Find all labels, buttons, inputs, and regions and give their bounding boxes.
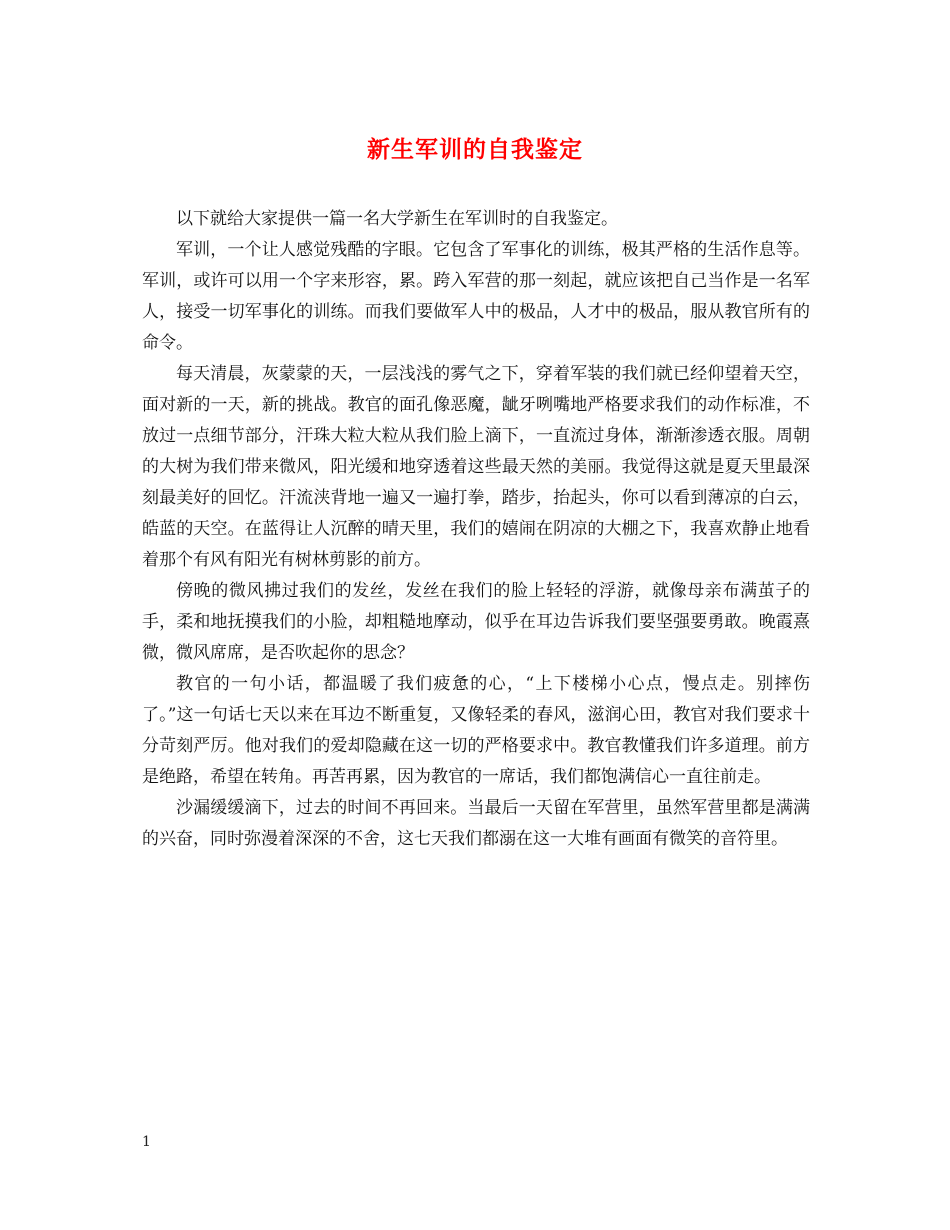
paragraph: 以下就给大家提供一篇一名大学新生在军训时的自我鉴定。	[176, 209, 618, 229]
paragraph: 傍晚的微风拂过我们的发丝，发丝在我们的脸上轻轻的浮游，就像母亲布满茧子的手，柔和地抚摸我们的小脸，却粗糙地摩动，似乎在耳边告诉我们要坚强要勇敢。晚霞熹微，微风席席，是否吹起你的思念？	[142, 581, 810, 663]
document-body	[142, 204, 810, 855]
paragraph: 沙漏缓缓滴下，过去的时间不再回来。当最后一天留在军营里，虽然军营里都是满满的兴奋，同时弥漫着深深的不舍，这七天我们都溺在这一大堆有画面有微笑的音符里。	[142, 798, 810, 849]
paragraph: 军训，一个让人感觉残酷的字眼。它包含了军事化的训练，极其严格的生活作息等。军训，或许可以用一个字来形容，累。跨入军营的那一刻起，就应该把自己当作是一名军人，接受一切军事化的训练。而我们要做军人中的极品，人才中的极品，服从教官所有的命令。	[142, 240, 810, 353]
paragraph: 教官的一句小话，都温暖了我们疲惫的心，“上下楼梯小心点，慢点走。别摔伤了。”这一句话七天以来在耳边不断重复，又像轻柔的春风，滋润心田，教官对我们要求十分苛刻严厉。他对我们的爱却隐藏在这一切的严格要求中。教官教懂我们许多道理。前方是绝路，希望在转角。再苦再累，因为教官的一席话，我们都饱满信心一直往前走。	[142, 674, 810, 787]
paragraph: 每天清晨，灰蒙蒙的天，一层浅浅的雾气之下，穿着军装的我们就已经仰望着天空，面对新的一天，新的挑战。教官的面孔像恶魔，龇牙咧嘴地严格要求我们的动作标准，不放过一点细节部分，汗珠大粒大粒从我们脸上滴下，一直流过身体，渐渐渗透衣服。周朝的大树为我们带来微风，阳光缓和地穿透着这些最天然的美丽。我觉得这就是夏天里最深刻最美好的回忆。汗流浃背地一遍又一遍打拳，踏步，抬起头，你可以看到薄凉的白云，皓蓝的天空。在蓝得让人沉醉的晴天里，我们的嬉闹在阴凉的大棚之下，我喜欢静止地看着那个有风有阳光有树林剪影的前方。	[142, 364, 810, 570]
document-title: 新生军训的自我鉴定	[367, 136, 583, 163]
page-number: 1	[142, 1134, 151, 1150]
